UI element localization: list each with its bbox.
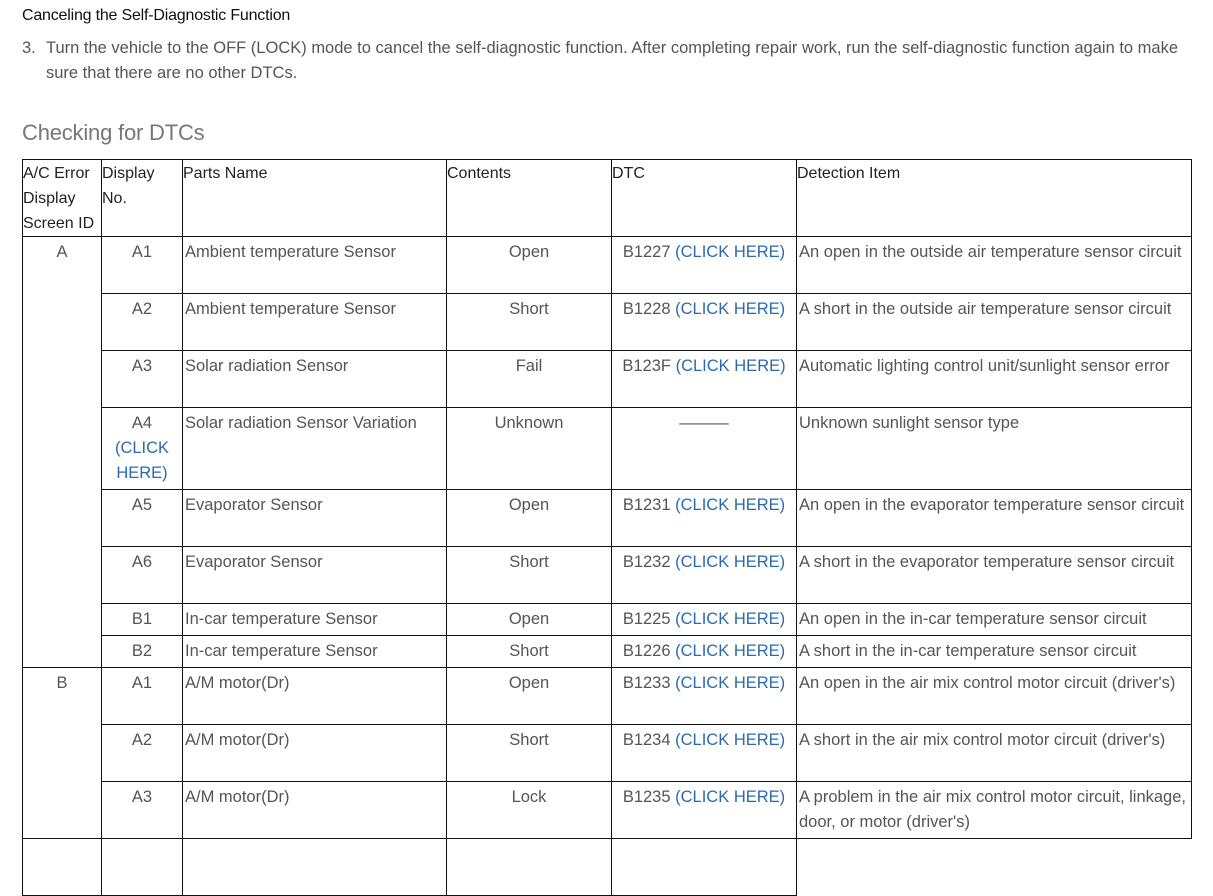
detection-item-cell	[797, 725, 1192, 782]
dtc-table	[22, 159, 1192, 896]
dtc-link[interactable]: (CLICK HERE)	[675, 788, 786, 806]
parts-name: A/M motor(Dr)	[185, 674, 290, 692]
dtc-cell	[612, 604, 797, 636]
table-body	[23, 237, 1192, 896]
empty-cell	[612, 839, 797, 896]
detection-item-cell	[797, 636, 1192, 668]
detection-item: Unknown sunlight sensor type	[799, 414, 1020, 432]
display-no-cell	[102, 668, 183, 725]
detection-item: A short in the evaporator temperature sensor circuit	[799, 553, 1175, 571]
table-row	[23, 636, 1192, 668]
header-dtc: DTC	[612, 160, 797, 237]
display-no-cell	[102, 782, 183, 839]
detection-item-cell	[797, 547, 1192, 604]
contents: Short	[509, 300, 549, 318]
header-screen-id: A/C Error Display Screen ID	[23, 160, 102, 237]
dtc-code: B1231	[622, 496, 671, 514]
step-item	[22, 36, 1182, 86]
display-no: B1	[131, 610, 153, 628]
table-title: Checking for DTCs	[22, 120, 205, 145]
detection-item: A short in the air mix control motor circuit (driver's)	[799, 731, 1166, 749]
dtc-code: B1232	[622, 553, 671, 571]
display-no: A2	[131, 731, 153, 749]
parts-name-cell	[183, 668, 447, 725]
display-no-cell	[102, 604, 183, 636]
dtc-link[interactable]: (CLICK HERE)	[675, 496, 786, 514]
table-header-row	[23, 160, 1192, 237]
dtc-cell	[612, 668, 797, 725]
parts-name: In-car temperature Sensor	[185, 642, 378, 660]
contents-cell	[447, 636, 612, 668]
detection-item: A short in the outside air temperature sensor circuit	[799, 300, 1172, 318]
dtc-link[interactable]: (CLICK HERE)	[675, 243, 786, 261]
empty-cell	[447, 839, 612, 896]
parts-name-cell	[183, 725, 447, 782]
screen-id-cell	[23, 668, 102, 839]
display-no: A5	[131, 496, 153, 514]
table-row	[23, 408, 1192, 490]
detection-item: An open in the in-car temperature sensor circuit	[799, 610, 1147, 628]
detection-item: Automatic lighting control unit/sunlight sensor error	[799, 357, 1170, 375]
contents-cell	[447, 351, 612, 408]
display-no-cell	[102, 351, 183, 408]
parts-name: A/M motor(Dr)	[185, 731, 290, 749]
parts-name-cell	[183, 351, 447, 408]
screen-id: B	[56, 674, 68, 692]
dtc-none: ———	[679, 414, 729, 432]
screen-id: A	[56, 243, 68, 261]
dtc-cell	[612, 636, 797, 668]
parts-name: A/M motor(Dr)	[185, 788, 290, 806]
table-row	[23, 490, 1192, 547]
display-no: A6	[131, 553, 153, 571]
dtc-link[interactable]: (CLICK HERE)	[675, 610, 786, 628]
contents: Open	[508, 496, 550, 514]
display-no-cell	[102, 636, 183, 668]
contents-cell	[447, 237, 612, 294]
parts-name-cell	[183, 408, 447, 490]
parts-name-cell	[183, 547, 447, 604]
parts-name: Solar radiation Sensor Variation	[185, 414, 417, 432]
table-row	[23, 294, 1192, 351]
dtc-code: B1225	[622, 610, 671, 628]
table-row	[23, 668, 1192, 725]
dtc-link[interactable]: (CLICK HERE)	[675, 553, 786, 571]
display-no-cell	[102, 547, 183, 604]
table-row	[23, 547, 1192, 604]
empty-cell	[183, 839, 447, 896]
display-no-cell	[102, 237, 183, 294]
parts-name-cell	[183, 294, 447, 351]
parts-name: Ambient temperature Sensor	[185, 243, 396, 261]
display-no-cell	[102, 725, 183, 782]
contents-cell	[447, 547, 612, 604]
dtc-code: B1226	[622, 642, 671, 660]
dtc-link[interactable]: (CLICK HERE)	[675, 731, 786, 749]
display-no-cell	[102, 294, 183, 351]
contents: Fail	[515, 357, 543, 375]
dtc-cell	[612, 294, 797, 351]
header-display-no: Display No.	[102, 160, 183, 237]
display-no-link[interactable]: (CLICK HERE)	[114, 439, 170, 482]
dtc-link[interactable]: (CLICK HERE)	[675, 642, 786, 660]
contents: Short	[509, 731, 549, 749]
table-row	[23, 351, 1192, 408]
dtc-link[interactable]: (CLICK HERE)	[675, 300, 786, 318]
dtc-code: B1234	[622, 731, 671, 749]
dtc-link[interactable]: (CLICK HERE)	[675, 357, 786, 375]
detection-item-cell	[797, 237, 1192, 294]
step-number: 3.	[22, 39, 36, 57]
parts-name: Solar radiation Sensor	[185, 357, 349, 375]
table-row	[23, 782, 1192, 839]
detection-item-cell	[797, 490, 1192, 547]
contents-cell	[447, 490, 612, 547]
display-no: A1	[131, 674, 153, 692]
empty-cell	[23, 839, 102, 896]
display-no: A3	[131, 788, 153, 806]
detection-item: An open in the evaporator temperature sensor circuit	[799, 496, 1185, 514]
parts-name: Evaporator Sensor	[185, 553, 323, 571]
contents-cell	[447, 604, 612, 636]
dtc-cell	[612, 782, 797, 839]
contents: Short	[509, 642, 549, 660]
dtc-cell	[612, 547, 797, 604]
detection-item: An open in the air mix control motor circuit (driver's)	[799, 674, 1176, 692]
dtc-code: B123F	[622, 357, 671, 375]
parts-name-cell	[183, 237, 447, 294]
contents-cell	[447, 668, 612, 725]
display-no: B2	[131, 642, 153, 660]
contents-cell	[447, 782, 612, 839]
table-row	[23, 725, 1192, 782]
detection-item-cell	[797, 294, 1192, 351]
header-parts-name: Parts Name	[183, 160, 447, 237]
step-text: Turn the vehicle to the OFF (LOCK) mode to cancel the self-diagnostic function. After completing repair work, run the self-diagnostic function again to make sure that there are no other DTCs.	[46, 39, 1179, 82]
dtc-link[interactable]: (CLICK HERE)	[675, 674, 786, 692]
contents-cell	[447, 408, 612, 490]
section-heading: Canceling the Self-Diagnostic Function	[22, 7, 291, 24]
header-contents: Contents	[447, 160, 612, 237]
display-no-cell	[102, 408, 183, 490]
dtc-code: B1228	[622, 300, 671, 318]
dtc-cell	[612, 408, 797, 490]
parts-name: Ambient temperature Sensor	[185, 300, 396, 318]
parts-name-cell	[183, 782, 447, 839]
dtc-cell	[612, 351, 797, 408]
parts-name-cell	[183, 490, 447, 547]
dtc-cell	[612, 725, 797, 782]
detection-item-cell	[797, 668, 1192, 725]
display-no-cell	[102, 490, 183, 547]
contents: Short	[509, 553, 549, 571]
dtc-cell	[612, 237, 797, 294]
display-no: A2	[131, 300, 153, 318]
display-no: A3	[131, 357, 153, 375]
parts-name-cell	[183, 636, 447, 668]
contents: Open	[508, 243, 550, 261]
detection-item-cell	[797, 782, 1192, 839]
parts-name: Evaporator Sensor	[185, 496, 323, 514]
detection-item: An open in the outside air temperature sensor circuit	[799, 243, 1182, 261]
contents: Open	[508, 674, 550, 692]
screen-id-cell	[23, 237, 102, 668]
table-row	[23, 237, 1192, 294]
detection-item: A problem in the air mix control motor circuit, linkage, door, or motor (driver's)	[799, 788, 1186, 831]
display-no: A4	[131, 414, 153, 432]
detection-item-cell	[797, 604, 1192, 636]
detection-item-cell	[797, 408, 1192, 490]
contents: Lock	[511, 788, 547, 806]
dtc-cell	[612, 490, 797, 547]
header-detection-item: Detection Item	[797, 160, 1192, 237]
detection-item-cell	[797, 351, 1192, 408]
empty-cell	[102, 839, 183, 896]
table-row-partial	[23, 839, 1192, 896]
detection-item: A short in the in-car temperature sensor circuit	[799, 642, 1137, 660]
parts-name-cell	[183, 604, 447, 636]
table-row	[23, 604, 1192, 636]
contents-cell	[447, 725, 612, 782]
contents: Unknown	[494, 414, 564, 432]
dtc-code: B1227	[622, 243, 671, 261]
contents-cell	[447, 294, 612, 351]
display-no: A1	[131, 243, 153, 261]
dtc-code: B1233	[622, 674, 671, 692]
dtc-code: B1235	[622, 788, 671, 806]
contents: Open	[508, 610, 550, 628]
parts-name: In-car temperature Sensor	[185, 610, 378, 628]
